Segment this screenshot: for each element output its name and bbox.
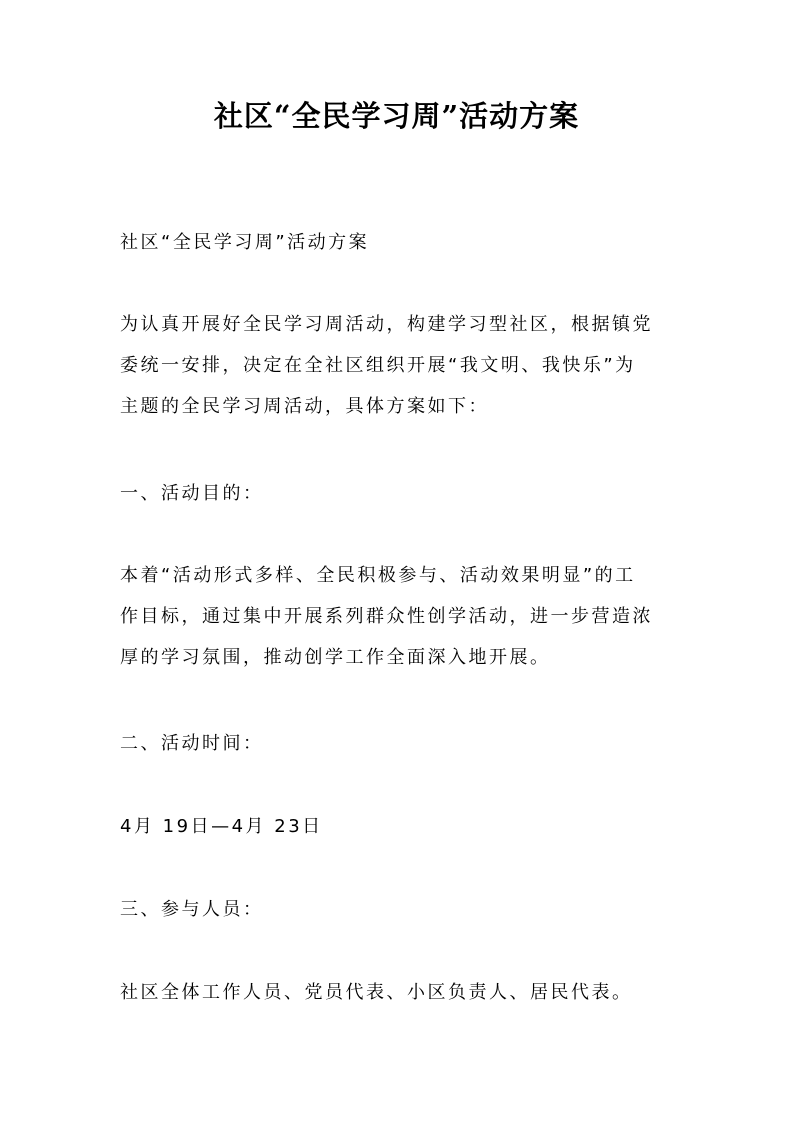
section1-line: 厚的学习氛围，推动创学工作全面深入地开展。 [120,647,551,668]
section1-line: 本着“活动形式多样、全民积极参与、活动效果明显”的工 [120,565,636,586]
section-heading-text: 一、活动目的： [120,483,264,504]
document-title: 社区“全民学习周”活动方案 [213,99,580,133]
section-heading-text: 二、活动时间： [120,733,264,754]
intro-paragraph [120,304,680,427]
section3-paragraph [120,972,680,1013]
activity-dates: 4月 19日—4月 23日 [120,816,323,837]
participants-text: 社区全体工作人员、党员代表、小区负责人、居民代表。 [120,982,633,1003]
section2-paragraph [120,806,680,847]
intro-line: 主题的全民学习周活动，具体方案如下： [120,396,489,417]
section3-heading [120,889,680,930]
section1-heading [120,473,680,514]
intro-line: 为认真开展好全民学习周活动，构建学习型社区，根据镇党 [120,314,653,335]
subtitle-paragraph [120,222,680,263]
section1-line: 作目标，通过集中开展系列群众性创学活动，进一步营造浓 [120,606,653,627]
intro-line: 委统一安排，决定在全社区组织开展“我文明、我快乐”为 [120,355,636,376]
section-heading-text: 三、参与人员： [120,899,264,920]
section1-paragraph [120,555,680,678]
subtitle-line: 社区“全民学习周”活动方案 [120,232,370,253]
section2-heading [120,723,680,764]
